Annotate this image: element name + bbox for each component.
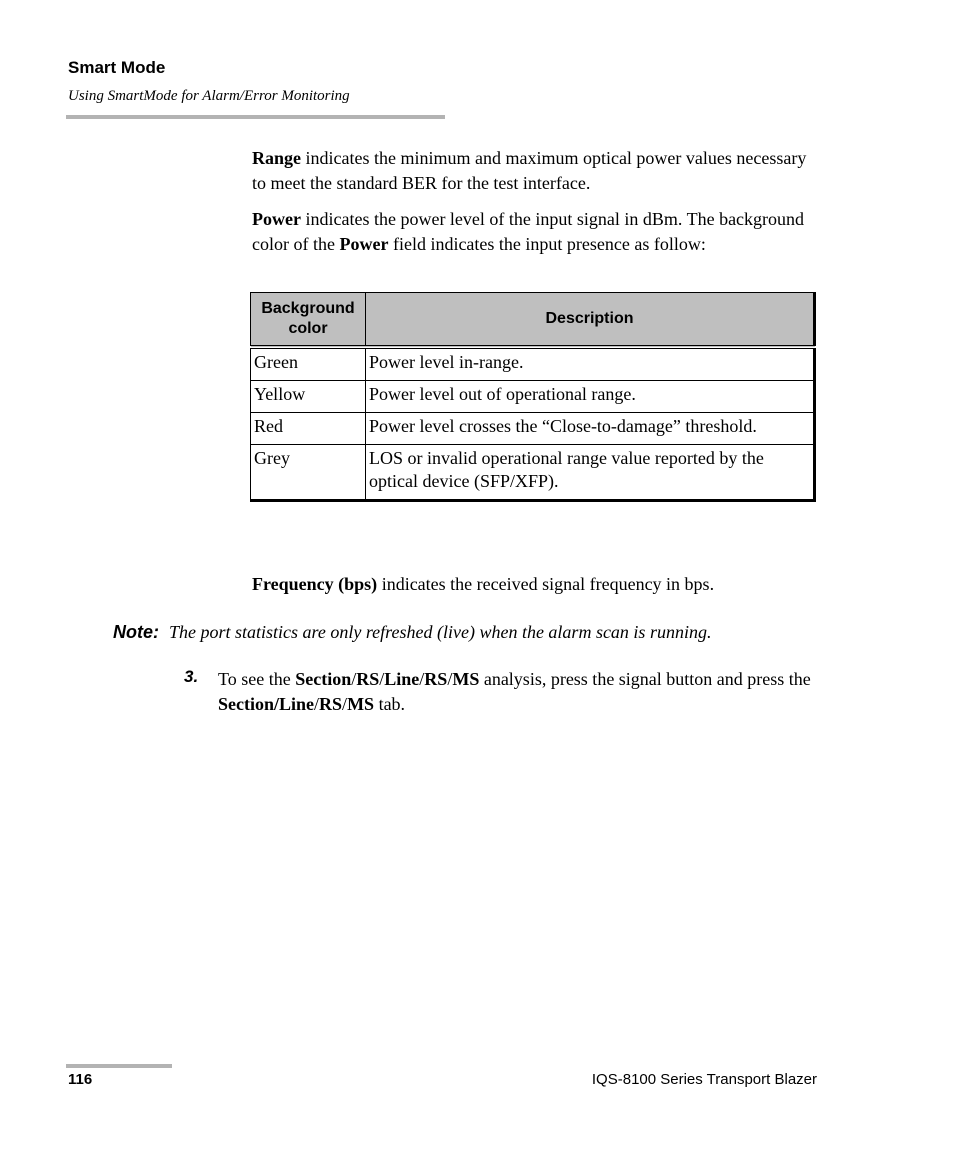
frequency-description: indicates the received signal frequency in bps. — [377, 574, 715, 594]
slash: / — [419, 669, 425, 689]
range-paragraph — [252, 146, 822, 196]
table-header-background-color: Background color — [251, 293, 366, 348]
slash: / — [314, 694, 320, 714]
slash: / — [379, 669, 385, 689]
table-row — [251, 381, 815, 413]
range-description: indicates the minimum and maximum optical power values necessary to meet the standard BER for the test interface. — [252, 148, 807, 193]
frequency-term: Frequency (bps) — [252, 574, 378, 594]
section-term: Section — [295, 669, 352, 689]
note-label: Note: — [113, 622, 159, 642]
power-color-table — [250, 292, 816, 502]
table-cell-color: Yellow — [251, 381, 366, 413]
power-paragraph — [252, 207, 822, 257]
step-number: 3. — [184, 667, 199, 686]
table-row — [251, 445, 815, 501]
step-text-part: analysis, press the signal button and press the — [479, 669, 811, 689]
table-cell-color: Red — [251, 413, 366, 445]
note-block — [113, 620, 711, 644]
section-line-term: Section/Line — [218, 694, 315, 714]
slash: / — [351, 669, 357, 689]
power-term: Power — [252, 209, 301, 229]
power-description-2: field indicates the input presence as follow: — [388, 234, 706, 254]
power-term-2: Power — [339, 234, 389, 254]
note-text: The port statistics are only refreshed (live) when the alarm scan is running. — [169, 622, 712, 642]
step-text-part: To see the — [218, 669, 296, 689]
table-header-row — [251, 293, 815, 348]
table-cell-description: Power level out of operational range. — [366, 381, 815, 413]
slash: / — [342, 694, 348, 714]
table-cell-color: Green — [251, 347, 366, 381]
line-term: Line — [384, 669, 420, 689]
table-cell-description: LOS or invalid operational range value reported by the optical device (SFP/XFP). — [366, 445, 815, 501]
footer-product-name: IQS-8100 Series Transport Blazer — [591, 1071, 817, 1088]
slash: / — [447, 669, 453, 689]
table-row — [251, 413, 815, 445]
ms-term: MS — [452, 669, 480, 689]
range-term: Range — [252, 148, 301, 168]
running-header-title: Smart Mode — [68, 58, 166, 77]
header-divider — [66, 115, 445, 119]
page-number: 116 — [68, 1071, 93, 1088]
ms-term: MS — [347, 694, 375, 714]
rs-term: RS — [356, 669, 380, 689]
step-text — [218, 667, 828, 717]
rs-term: RS — [424, 669, 448, 689]
table-cell-description: Power level crosses the “Close-to-damage” threshold. — [366, 413, 815, 445]
rs-term: RS — [319, 694, 343, 714]
frequency-paragraph — [252, 572, 822, 597]
table-cell-color: Grey — [251, 445, 366, 501]
table-row — [251, 347, 815, 381]
table-cell-description: Power level in-range. — [366, 347, 815, 381]
power-description-1: indicates the power level of the input signal in dBm. The background color of the — [252, 209, 805, 254]
table-header-description: Description — [366, 293, 815, 348]
running-header-subtitle: Using SmartMode for Alarm/Error Monitoring — [68, 88, 350, 104]
footer-divider — [66, 1064, 172, 1068]
step-text-part: tab. — [374, 694, 406, 714]
